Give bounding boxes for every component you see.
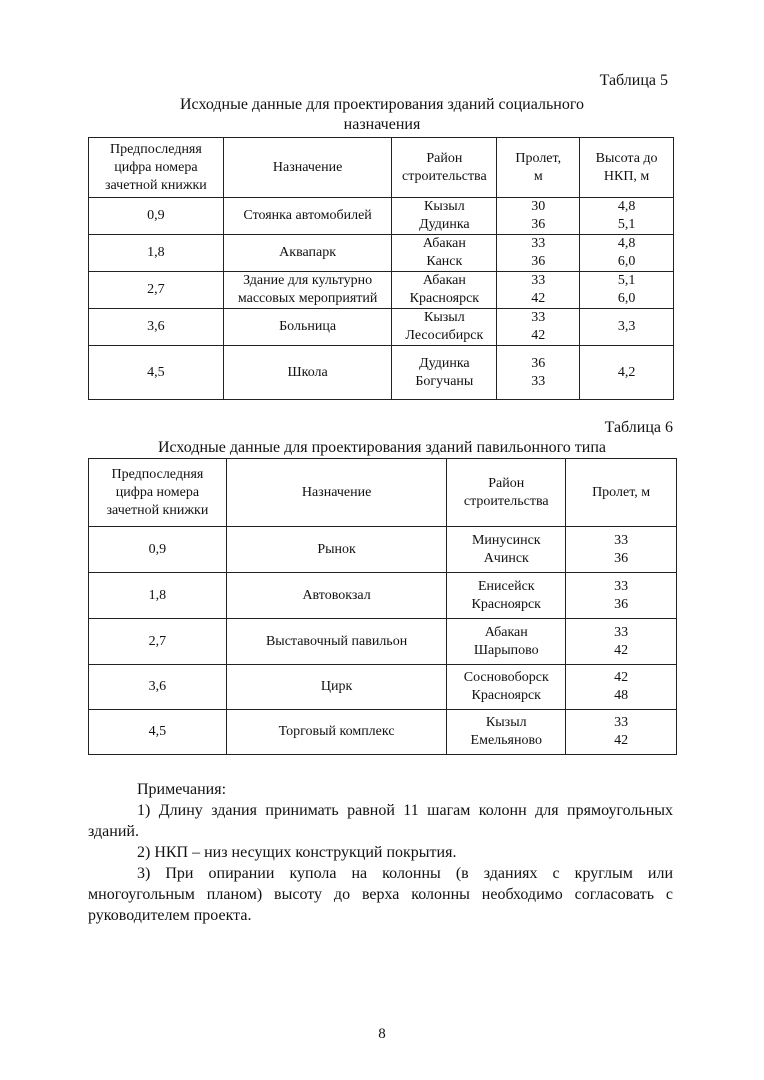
header-cell: Пролет, м bbox=[497, 138, 580, 198]
header-cell: Район строительства bbox=[392, 138, 497, 198]
cell: 36 33 bbox=[497, 346, 580, 400]
table5-title-line2: назначения bbox=[343, 116, 421, 133]
cell: 30 36 bbox=[497, 198, 580, 235]
cell: 42 48 bbox=[566, 665, 677, 710]
table-row bbox=[89, 272, 674, 309]
table-row bbox=[89, 527, 677, 573]
cell: Больница bbox=[223, 309, 392, 346]
cell: Стоянка автомобилей bbox=[223, 198, 392, 235]
cell: Здание для культурно массовых мероприятий bbox=[223, 272, 392, 309]
cell: Кызыл Емельяново bbox=[447, 710, 566, 755]
cell: 33 42 bbox=[566, 710, 677, 755]
header-cell: Пролет, м bbox=[566, 459, 677, 527]
table-row bbox=[89, 573, 677, 619]
cell: Аквапарк bbox=[223, 235, 392, 272]
table-row bbox=[89, 619, 677, 665]
cell: Сосновоборск Красноярск bbox=[447, 665, 566, 710]
table5-title-line1: Исходные данные для проектирования зданий социального bbox=[180, 96, 584, 113]
table-row bbox=[89, 235, 674, 272]
cell: Кызыл Дудинка bbox=[392, 198, 497, 235]
cell: 2,7 bbox=[89, 272, 224, 309]
cell: 0,9 bbox=[89, 198, 224, 235]
cell: Абакан Шарыпово bbox=[447, 619, 566, 665]
cell: 5,1 6,0 bbox=[580, 272, 674, 309]
cell: 4,5 bbox=[89, 710, 227, 755]
cell: Торговый комплекс bbox=[226, 710, 446, 755]
header-cell: Район строительства bbox=[447, 459, 566, 527]
cell: 4,5 bbox=[89, 346, 224, 400]
table-row bbox=[89, 309, 674, 346]
table-row bbox=[89, 346, 674, 400]
cell: Минусинск Ачинск bbox=[447, 527, 566, 573]
cell: Автовокзал bbox=[226, 573, 446, 619]
table-row bbox=[89, 710, 677, 755]
header-cell: Предпоследняя цифра номера зачетной книжки bbox=[89, 459, 227, 527]
cell: 33 36 bbox=[566, 527, 677, 573]
cell: 33 42 bbox=[566, 619, 677, 665]
cell: Школа bbox=[223, 346, 392, 400]
cell: 33 36 bbox=[566, 573, 677, 619]
table-row bbox=[89, 198, 674, 235]
cell: 1,8 bbox=[89, 573, 227, 619]
cell: 1,8 bbox=[89, 235, 224, 272]
table6-label: Таблица 6 bbox=[604, 419, 673, 436]
cell: 33 42 bbox=[497, 309, 580, 346]
header-cell: Высота до НКП, м bbox=[580, 138, 674, 198]
table-row bbox=[89, 665, 677, 710]
cell: 3,3 bbox=[580, 309, 674, 346]
cell: 4,8 6,0 bbox=[580, 235, 674, 272]
cell: 0,9 bbox=[89, 527, 227, 573]
table-header-row bbox=[89, 459, 677, 527]
table6-title: Исходные данные для проектирования зданий павильонного типа bbox=[157, 439, 607, 456]
notes-heading: Примечания: bbox=[137, 781, 227, 798]
header-cell: Назначение bbox=[226, 459, 446, 527]
cell: 33 42 bbox=[497, 272, 580, 309]
note-item: 2) НКП – низ несущих конструкций покрытия. bbox=[137, 844, 457, 861]
page-number: 8 bbox=[378, 1026, 386, 1042]
cell: 3,6 bbox=[89, 665, 227, 710]
cell: Енисейск Красноярск bbox=[447, 573, 566, 619]
table5 bbox=[88, 137, 674, 400]
cell: 3,6 bbox=[89, 309, 224, 346]
table5-label: Таблица 5 bbox=[599, 72, 668, 89]
header-cell: Назначение bbox=[223, 138, 392, 198]
cell: 33 36 bbox=[497, 235, 580, 272]
cell: Цирк bbox=[226, 665, 446, 710]
table6 bbox=[88, 458, 677, 755]
header-cell: Предпоследняя цифра номера зачетной книжки bbox=[89, 138, 224, 198]
cell: Выставочный павильон bbox=[226, 619, 446, 665]
cell: Рынок bbox=[226, 527, 446, 573]
note-item: 1) Длину здания принимать равной 11 шагам колонн для прямоугольных зданий. bbox=[88, 802, 673, 840]
cell: Дудинка Богучаны bbox=[392, 346, 497, 400]
cell: 2,7 bbox=[89, 619, 227, 665]
table-header-row bbox=[89, 138, 674, 198]
cell: 4,8 5,1 bbox=[580, 198, 674, 235]
cell: Абакан Красноярск bbox=[392, 272, 497, 309]
note-item: 3) При опирании купола на колонны (в зданиях с круглым или многоугольным планом) высоту до верха колонны необходимо согласовать с руководителем проекта. bbox=[88, 865, 673, 924]
cell: Абакан Канск bbox=[392, 235, 497, 272]
cell: Кызыл Лесосибирск bbox=[392, 309, 497, 346]
notes bbox=[88, 779, 673, 926]
cell: 4,2 bbox=[580, 346, 674, 400]
